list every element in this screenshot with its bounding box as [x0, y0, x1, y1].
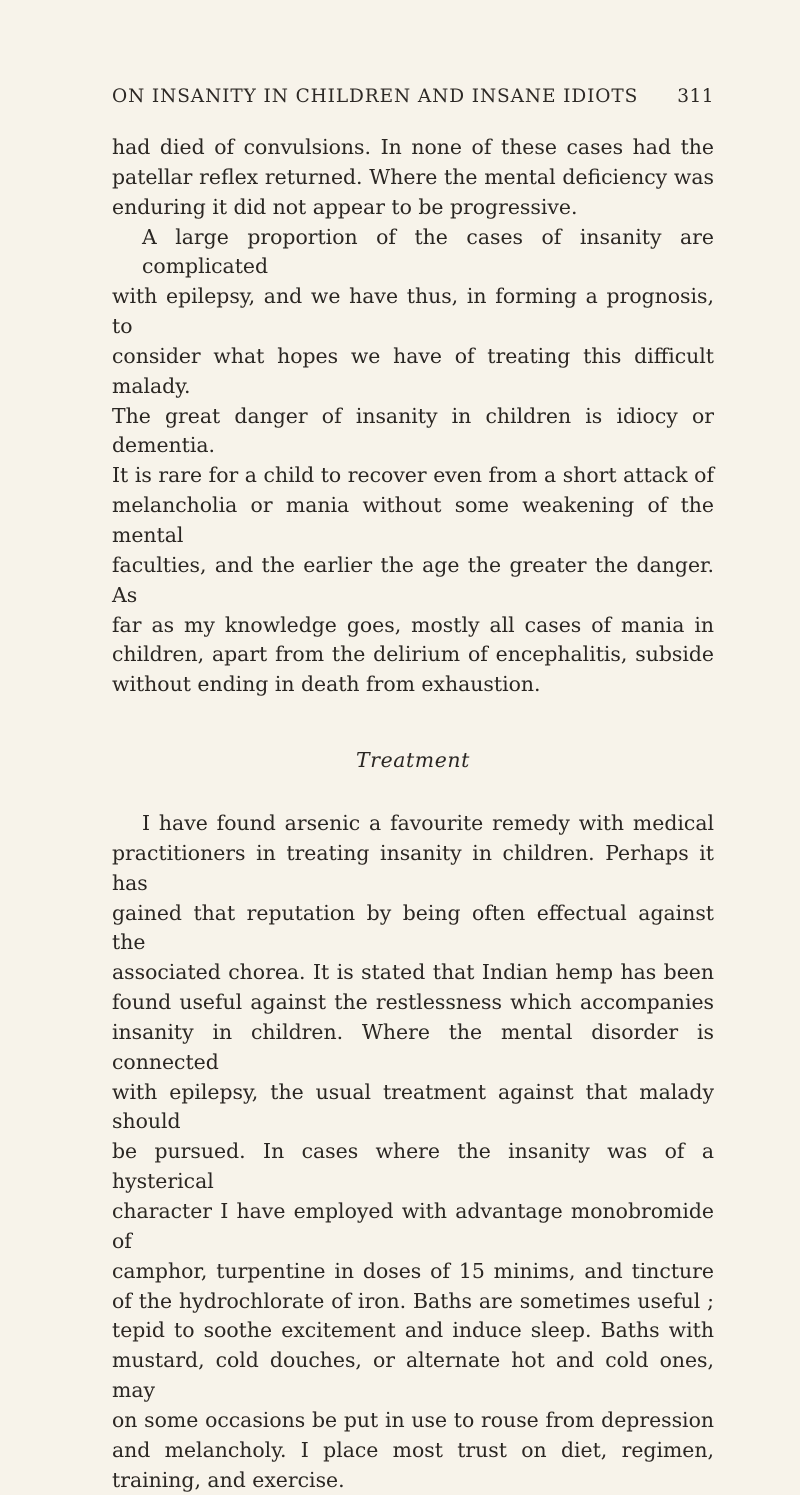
text-line: far as my knowledge goes, mostly all cases of mania in [112, 612, 714, 637]
text-line: found useful against the restlessness which accompanies [112, 990, 714, 1015]
section-heading: Treatment [356, 748, 470, 773]
text-line: associated chorea. It is stated that Indian hemp has been [112, 960, 714, 985]
text-line: enduring it did not appear to be progressive. [112, 194, 578, 219]
text-line: practitioners in treating insanity in children. Perhaps it has [112, 840, 714, 895]
text-line: and melancholy. I place most trust on diet, regimen, [112, 1437, 714, 1462]
paragraph-continuation [112, 133, 714, 223]
running-head-title: ON INSANITY IN CHILDREN AND INSANE IDIOTS [112, 86, 639, 107]
text-line: melancholia or mania without some weakening of the mental [112, 493, 714, 547]
text-line: children, apart from the delirium of encephalitis, subside [112, 642, 714, 667]
text-line: A large proportion of the cases of insanity are complicated [142, 224, 714, 279]
text-line: of the hydrochlorate of iron. Baths are sometimes useful ; [112, 1288, 714, 1313]
text-line: had died of convulsions. In none of these cases had the [112, 135, 714, 159]
text-line: with epilepsy, and we have thus, in forming a prognosis, to [112, 284, 714, 339]
text-line: patellar reflex returned. Where the mental deficiency was [112, 164, 714, 189]
text-line: character I have employed with advantage monobromide of [112, 1199, 714, 1253]
text-line: It is rare for a child to recover even from a short attack of [112, 463, 714, 488]
text-line: tepid to soothe excitement and induce sleep. Baths with [112, 1318, 714, 1343]
text-line: without ending in death from exhaustion. [112, 672, 541, 697]
running-head [112, 86, 714, 107]
text-line: be pursued. In cases where the insanity was of a hysterical [112, 1139, 714, 1194]
text-line: consider what hopes we have of treating this difficult malady. [112, 343, 714, 398]
text-line: training, and exercise. [112, 1467, 345, 1492]
text-line: on some occasions be put in use to rouse from depression [112, 1407, 714, 1432]
text-line: insanity in children. Where the mental disorder is connected [112, 1019, 714, 1074]
text-line: The great danger of insanity in children is idiocy or dementia. [112, 403, 714, 458]
text-line: camphor, turpentine in doses of 15 minims, and tincture [112, 1258, 714, 1283]
text-line: mustard, cold douches, or alternate hot and cold ones, may [112, 1348, 714, 1403]
text-line: with epilepsy, the usual treatment against that malady should [112, 1079, 714, 1134]
paragraph-prognosis [112, 223, 714, 701]
text-line: faculties, and the earlier the age the greater the danger. As [112, 552, 714, 607]
paragraph-treatment [112, 809, 714, 1495]
text-line: gained that reputation by being often effectual against the [112, 900, 714, 955]
text-line: I have found arsenic a favourite remedy with medical [142, 811, 714, 836]
page-number: 311 [677, 86, 714, 107]
body-text [112, 133, 714, 1495]
